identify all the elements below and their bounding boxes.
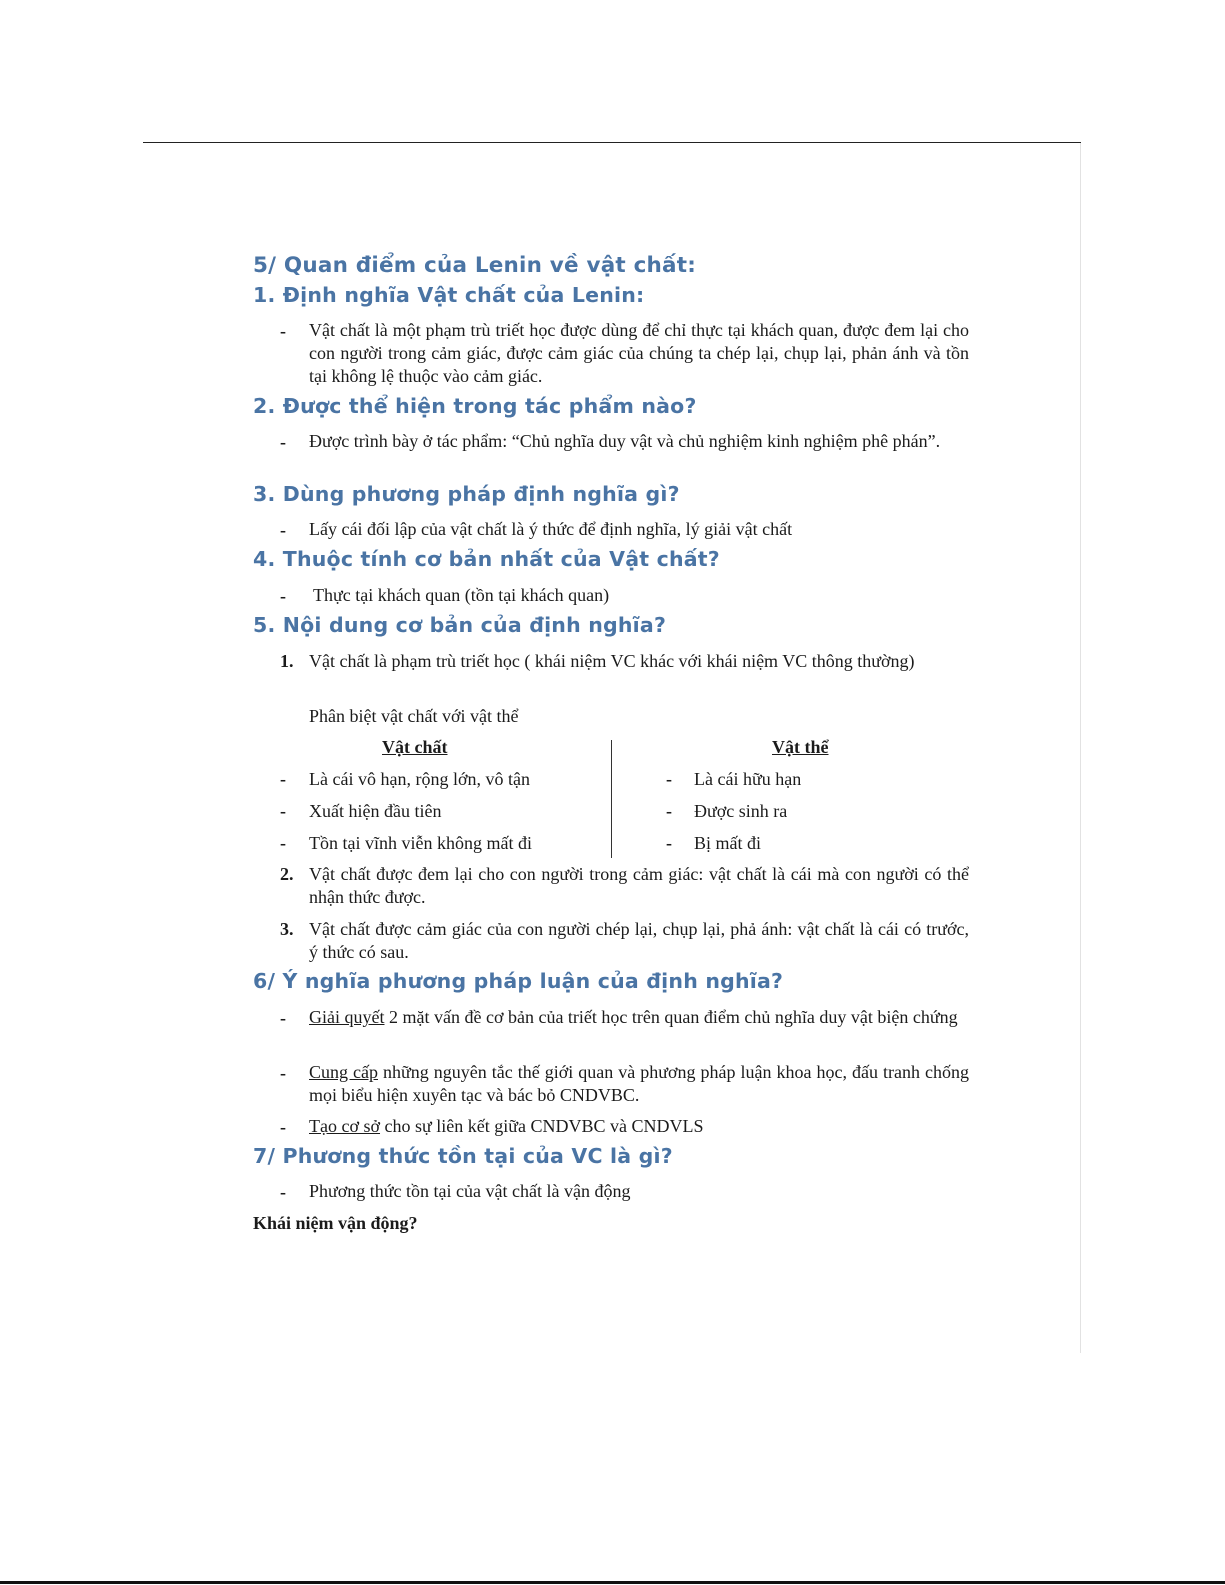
closing-question: Khái niệm vận động?: [253, 1213, 418, 1233]
bullet-dash: -: [666, 833, 672, 853]
object-row-1: Là cái hữu hạn: [694, 769, 802, 789]
matter-row-2: Xuất hiện đầu tiên: [309, 801, 442, 821]
content-item-2: Vật chất được đem lại cho con người trong cảm giác: vật chất là cái mà con người có thể nhận thức được.: [309, 864, 969, 907]
significance-2-key: Cung cấp: [309, 1062, 378, 1082]
heading-mode-of-existence: 7/ Phương thức tồn tại của VC là gì?: [253, 1144, 673, 1168]
page-edge: [1080, 143, 1081, 1353]
significance-3-rest: cho sự liên kết giữa CNDVBC và CNDVLS: [380, 1116, 704, 1136]
bullet-dash: -: [280, 1182, 286, 1202]
bullet-dash: -: [280, 833, 286, 853]
bullet-dash: -: [280, 801, 286, 821]
bullet-dash: -: [280, 1117, 286, 1137]
significance-3-key: Tạo cơ sở: [309, 1116, 381, 1136]
item-number: 2.: [280, 864, 294, 884]
bullet-dash: -: [280, 432, 286, 452]
significance-1-key: Giải quyết: [309, 1007, 385, 1027]
bullet-dash: -: [280, 769, 286, 789]
significance-2-rest: những nguyên tắc thế giới quan và phương pháp luận khoa học, đấu tranh chống mọi biểu hiện xuyên tạc và bác bỏ CNDVBC.: [309, 1062, 969, 1105]
method-text: Lấy cái đối lập của vật chất là ý thức để định nghĩa, lý giải vật chất: [309, 519, 793, 539]
heading-content: 5. Nội dung cơ bản của định nghĩa?: [253, 613, 667, 637]
item-number: 1.: [280, 651, 294, 671]
item-number: 3.: [280, 919, 294, 939]
bullet-dash: -: [666, 801, 672, 821]
attribute-text: Thực tại khách quan (tồn tại khách quan): [313, 585, 610, 605]
bullet-dash: -: [666, 769, 672, 789]
definition-text: Vật chất là một phạm trù triết học được dùng để chỉ thực tại khách quan, được đem lại cho con người trong cảm giác, được cảm giác của chúng ta chép lại, chụp lại, phản ánh và tồn tại không lệ thuộc vào cảm giác.: [309, 320, 969, 386]
mode-text: Phương thức tồn tại của vật chất là vận động: [309, 1181, 631, 1201]
col-head-matter: Vật chất: [382, 737, 448, 757]
content-item-1: Vật chất là phạm trù triết học ( khái niệm VC khác với khái niệm VC thông thường): [309, 651, 915, 671]
object-row-3: Bị mất đi: [694, 833, 761, 853]
content-item-3: Vật chất được cảm giác của con người chép lại, chụp lại, phả ánh: vật chất là cái có trước, ý thức có sau.: [309, 919, 969, 962]
page-title: 5/ Quan điểm của Lenin về vật chất:: [253, 253, 697, 278]
bottom-rule: [0, 1581, 1225, 1584]
matter-row-3: Tồn tại vĩnh viễn không mất đi: [309, 833, 532, 853]
heading-attribute: 4. Thuộc tính cơ bản nhất của Vật chất?: [253, 547, 720, 571]
significance-3: [309, 1115, 969, 1138]
heading-method: 3. Dùng phương pháp định nghĩa gì?: [253, 482, 680, 506]
matter-row-1: Là cái vô hạn, rộng lớn, vô tận: [309, 769, 530, 789]
significance-2: [309, 1061, 969, 1107]
significance-1: [309, 1006, 969, 1029]
top-rule: [143, 142, 1081, 143]
work-text: Được trình bày ở tác phẩm: “Chủ nghĩa duy vật và chủ nghiệm kinh nghiệm phê phán”.: [309, 431, 941, 451]
heading-work: 2. Được thể hiện trong tác phẩm nào?: [253, 394, 697, 418]
table-divider: [611, 740, 612, 858]
bullet-dash: -: [280, 586, 286, 606]
bullet-dash: -: [280, 321, 286, 341]
bullet-dash: -: [280, 520, 286, 540]
heading-significance: 6/ Ý nghĩa phương pháp luận của định nghĩa?: [253, 969, 784, 993]
col-head-object: Vật thể: [772, 737, 829, 757]
bullet-dash: -: [280, 1008, 286, 1028]
object-row-2: Được sinh ra: [694, 801, 788, 821]
bullet-dash: -: [280, 1063, 286, 1083]
significance-1-rest: 2 mặt vấn đề cơ bản của triết học trên quan điểm chủ nghĩa duy vật biện chứng: [384, 1007, 958, 1027]
heading-definition: 1. Định nghĩa Vật chất của Lenin:: [253, 283, 645, 307]
compare-intro: Phân biệt vật chất với vật thể: [309, 706, 519, 726]
